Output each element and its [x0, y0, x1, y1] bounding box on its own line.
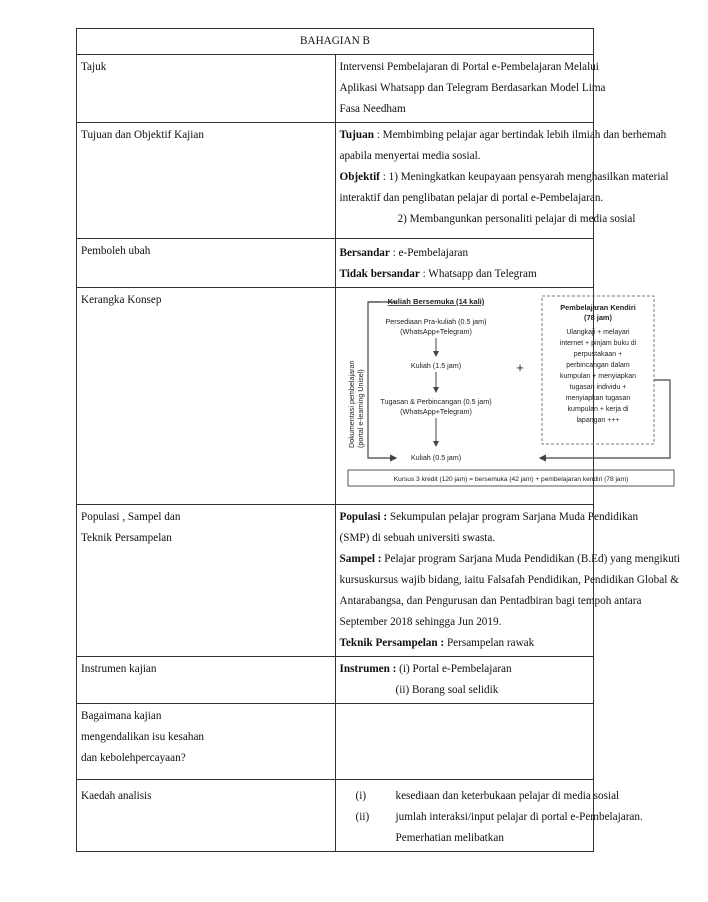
sampel-key: Sampel : [339, 553, 382, 565]
tujuan-text-1: : Membimbing pelajar agar bertindak lebih ilmiah dan berhemah [373, 129, 667, 141]
kaedah-item-2-text: jumlah interaksi/input pelajar di portal e-Pembelajaran. [395, 811, 643, 823]
label-kaedah: Kaedah analisis [77, 780, 336, 852]
objektif-text-2: interaktif dan penglibatan pelajar di portal e-Pembelajaran. [339, 192, 604, 204]
instrumen-key: Instrumen : [339, 663, 397, 675]
teknik-value: Persampelan rawak [444, 637, 535, 649]
right-body-1: Ulangkaji + melayari [565, 329, 630, 336]
value-kerangka-konsep [335, 288, 636, 505]
populasi-text-1: Sekumpulan pelajar program Sarjana Muda Pendidikan [387, 511, 639, 523]
bahagian-b-table [76, 28, 681, 852]
bagaimana-line-2: mengendalikan isu kesahan [81, 731, 205, 743]
tidak-bersandar-key: Tidak bersandar [339, 268, 420, 280]
tajuk-line-3: Fasa Needham [339, 103, 406, 115]
bagaimana-line-3: dan kebolehpercayaan? [81, 752, 186, 764]
instrumen-item-2: (ii) Borang soal selidik [395, 684, 499, 696]
step3-line-1: Tugasan & Perbincangan (0.5 jam) [379, 397, 492, 406]
kaedah-item-2-num: (ii) [355, 811, 370, 823]
bersandar-value: : e-Pembelajaran [389, 247, 469, 259]
side-label-2: (portal e-learning Unisel) [355, 369, 365, 448]
label-pemboleh-ubah: Pemboleh ubah [77, 239, 336, 288]
value-bagaimana [335, 704, 594, 780]
value-kaedah [335, 780, 643, 852]
side-label-1: Dokumentasi pembelajaran [346, 360, 356, 448]
right-body-2: internet + pinjam buku di [559, 340, 636, 347]
right-body-3: perpustakaan + [573, 351, 622, 358]
label-populasi [77, 505, 336, 657]
kaedah-continuation: Pemerhatian melibatkan [395, 832, 504, 844]
value-pemboleh-ubah [335, 239, 594, 288]
bersandar-key: Bersandar [339, 247, 390, 259]
teknik-key: Teknik Persampelan : [339, 637, 445, 649]
tujuan-key: Tujuan [339, 129, 374, 141]
label-instrumen: Instrumen kajian [77, 657, 336, 704]
plus-sign: + [515, 360, 524, 375]
row-kerangka-konsep [77, 288, 594, 505]
sampel-text-2: kursuskursus wajib bidang, iaitu Falsafah Pendidikan, Pendidikan Global & [339, 574, 679, 586]
right-body-8: kumpulan + kerja di [567, 406, 628, 413]
kaedah-item-1-text: kesediaan dan keterbukaan pelajar di media sosial [395, 790, 620, 802]
table-header: BAHAGIAN B [77, 29, 594, 55]
label-populasi-line-2: Teknik Persampelan [81, 532, 172, 544]
objektif-text-3: 2) Membangunkan personaliti pelajar di media sosial [397, 213, 636, 225]
label-tujuan: Tujuan dan Objektif Kajian [77, 123, 336, 239]
bagaimana-line-1: Bagaimana kajian [81, 710, 162, 722]
step3-line-2: (WhatsApp+Telegram) [399, 407, 472, 416]
sampel-text-1: Pelajar program Sarjana Muda Pendidikan (B.Ed) yang mengikuti [381, 553, 681, 565]
row-tajuk [77, 55, 594, 123]
label-tajuk: Tajuk [77, 55, 336, 123]
value-tajuk [335, 55, 606, 123]
objektif-text-1: : 1) Meningkatkan keupayaan pensyarah menghasilkan material [379, 171, 669, 183]
row-pemboleh-ubah [77, 239, 594, 288]
concept-framework-diagram [340, 290, 708, 494]
instrumen-item-1: (i) Portal e-Pembelajaran [396, 663, 512, 675]
kaedah-item-1-num: (i) [355, 790, 367, 802]
kaedah-item-1 [340, 786, 620, 807]
label-populasi-line-1: Populasi , Sampel dan [81, 511, 181, 523]
bottom-summary-text: Kursus 3 kredit (120 jam) = bersemuka (42 jam) + pembelajaran kendiri (78 jam) [393, 476, 628, 483]
row-kaedah [77, 780, 594, 852]
kaedah-item-2 [340, 807, 643, 828]
step1-line-1: Persediaan Pra-kuliah (0.5 jam) [384, 317, 487, 326]
populasi-key: Populasi : [339, 511, 388, 523]
tidak-bersandar-value: : Whatsapp dan Telegram [419, 268, 537, 280]
value-populasi [335, 505, 681, 657]
tajuk-line-1: Intervensi Pembelajaran di Portal e-Pembelajaran Melalui [339, 61, 599, 73]
value-tujuan [335, 123, 669, 239]
step2: Kuliah (1.5 jam) [410, 361, 461, 370]
step1-line-2: (WhatsApp+Telegram) [399, 327, 472, 336]
tujuan-text-2: apabila menyertai media sosial. [339, 150, 481, 162]
label-kerangka-konsep: Kerangka Konsep [77, 288, 336, 505]
right-body-4: perbincangan dalam [565, 362, 630, 369]
sampel-text-3: Antarabangsa, dan Pengurusan dan Pentadbiran bagi tempoh antara [339, 595, 642, 607]
left-title: Kuliah Bersemuka (14 kali) [387, 297, 484, 306]
populasi-text-2: (SMP) di sebuah universiti swasta. [339, 532, 496, 544]
step4: Kuliah (0.5 jam) [410, 453, 461, 462]
right-body-6: tugasan individu + [569, 384, 626, 391]
objektif-key: Objektif [339, 171, 380, 183]
value-instrumen [335, 657, 594, 704]
tajuk-line-2: Aplikasi Whatsapp dan Telegram Berdasarkan Model Lima [339, 82, 606, 94]
right-title-line-1: Pembelajaran Kendiri [559, 303, 636, 312]
row-instrumen [77, 657, 594, 704]
label-bagaimana [77, 704, 336, 780]
row-bagaimana [77, 704, 594, 780]
row-populasi [77, 505, 594, 657]
sampel-text-4: September 2018 sehingga Jun 2019. [339, 616, 502, 628]
right-body-7: menyiapkan tugasan [565, 395, 630, 402]
row-tujuan [77, 123, 594, 239]
right-body-5: kumpulan + menyiapkan [559, 373, 636, 380]
right-body-9: lapangan +++ [575, 417, 620, 424]
right-title-line-2: (78 jam) [583, 313, 612, 322]
